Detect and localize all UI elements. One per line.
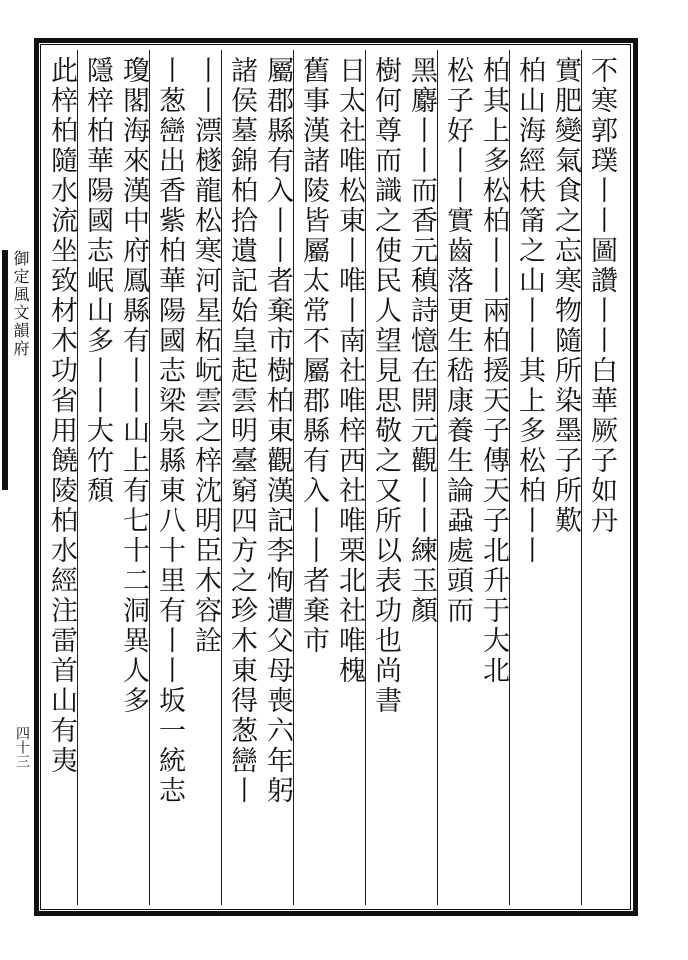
text-column-2: 實肥變氣食之忘寒物隨所染墨子所歎 [550,56,581,536]
text-column-4: 柏其上多松柏丨丨兩柏援天子傳天子北升于大北 [478,56,509,686]
text-column-7: 樹何尊而識之使民人望見思敬之又所以表功也尚書 [370,56,401,716]
text-column-16: 此梓柏隨水流坐致材木功省用饒陵柏水經注雷首山有夷 [46,56,77,776]
text-column-15: 隱梓柏華陽國志岷山多丨丨大竹頹 [82,56,113,506]
text-column-13: 丨葱巒出香紫柏華陽國志梁泉縣東八十里有丨丨坂一統志 [154,56,185,806]
margin-book-title: 御定風文韻府 [2,250,32,490]
text-column-8: 日太社唯松東丨唯丨南社唯梓西社唯栗北社唯槐 [334,56,365,686]
text-column-11: 諸侯墓錦柏拾遺記始皇起雲明臺窮四方之珍木東得葱巒丨 [226,56,257,806]
text-column-3: 柏山海經枎筩之山丨丨其上多松柏丨丨 [514,56,545,566]
text-column-10: 屬郡縣有入丨丨者棄市樹柏東觀漢記李恂遭父母喪六年躬 [262,56,293,806]
text-column-5: 松子好丨丨實齒落更生嵇康養生論蝨處頭而 [442,56,473,626]
margin-page-number: 四十三 [14,726,30,768]
text-column-6: 黑麝丨丨而香元稹詩憶在開元觀丨丨練玉顏 [406,56,437,626]
text-column-1: 不寒郭璞丨丨圖讚丨丨白華厥子如丹 [586,56,617,536]
text-column-14: 瓊閣海來漢中府鳳縣有丨丨山上有七十二洞異人多 [118,56,149,716]
text-column-12: 丨丨漂檖龍松寒河星柘岏雲之梓沈明臣木容詮 [190,56,221,656]
text-column-9: 舊事漢諸陵皆屬太常不屬郡縣有入丨丨者棄市 [298,56,329,656]
text-columns [44,50,626,905]
